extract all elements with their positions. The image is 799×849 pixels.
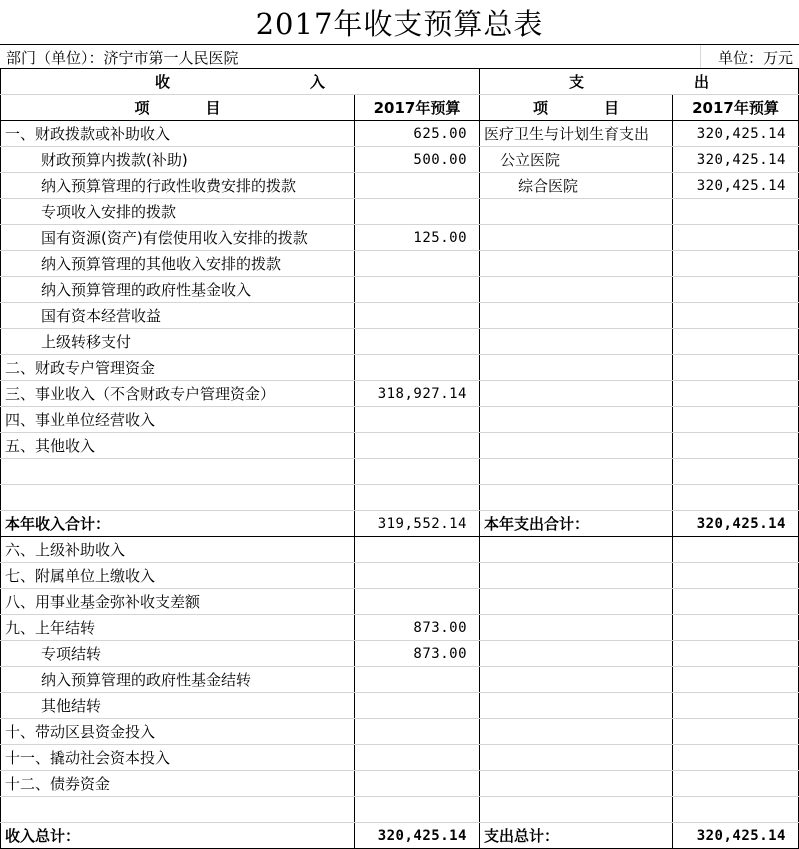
income-item: 其他结转 xyxy=(1,693,355,719)
income-value xyxy=(355,589,480,615)
income-item: 十一、撬动社会资本投入 xyxy=(1,745,355,771)
table-row xyxy=(1,433,799,459)
income-item: 八、用事业基金弥补收支差额 xyxy=(1,589,355,615)
table-row xyxy=(1,121,799,147)
table-row xyxy=(1,641,799,667)
income-item: 纳入预算管理的其他收入安排的拨款 xyxy=(1,251,355,277)
income-item-header: 项 目 xyxy=(1,95,355,121)
expense-item-header: 项 目 xyxy=(480,95,673,121)
income-item: 纳入预算管理的政府性基金结转 xyxy=(1,667,355,693)
expense-item xyxy=(480,381,673,407)
table-row xyxy=(1,329,799,355)
section-header-row xyxy=(1,69,799,95)
income-item: 国有资本经营收益 xyxy=(1,303,355,329)
income-value xyxy=(355,667,480,693)
table-row xyxy=(1,615,799,641)
column-header-row xyxy=(1,95,799,121)
expense-item xyxy=(480,407,673,433)
expense-value xyxy=(673,251,799,277)
expense-item xyxy=(480,277,673,303)
expense-item: 医疗卫生与计划生育支出 xyxy=(480,121,673,147)
income-value: 500.00 xyxy=(355,147,480,173)
income-item: 国有资源(资产)有偿使用收入安排的拨款 xyxy=(1,225,355,251)
income-item: 上级转移支付 xyxy=(1,329,355,355)
income-item: 六、上级补助收入 xyxy=(1,537,355,563)
expense-item: 综合医院 xyxy=(480,173,673,199)
income-item: 专项结转 xyxy=(1,641,355,667)
expense-value: 320,425.14 xyxy=(673,121,799,147)
income-item: 九、上年结转 xyxy=(1,615,355,641)
income-value xyxy=(355,719,480,745)
income-value: 318,927.14 xyxy=(355,381,480,407)
expense-value: 320,425.14 xyxy=(673,147,799,173)
income-item: 四、事业单位经营收入 xyxy=(1,407,355,433)
expense-item xyxy=(480,329,673,355)
table-row xyxy=(1,563,799,589)
income-value xyxy=(355,251,480,277)
table-row xyxy=(1,173,799,199)
expense-section-header: 支 出 xyxy=(480,69,799,95)
table-row xyxy=(1,745,799,771)
expense-year-total-label: 本年支出合计： xyxy=(480,511,673,537)
income-value: 125.00 xyxy=(355,225,480,251)
table-row xyxy=(1,719,799,745)
table-row-blank xyxy=(1,485,799,511)
income-grand-total-label: 收入总计： xyxy=(1,823,355,849)
grand-total-row xyxy=(1,823,799,849)
expense-grand-total-label: 支出总计： xyxy=(480,823,673,849)
income-value xyxy=(355,407,480,433)
table-row xyxy=(1,667,799,693)
income-value: 873.00 xyxy=(355,615,480,641)
income-value xyxy=(355,199,480,225)
expense-value xyxy=(673,225,799,251)
income-value xyxy=(355,355,480,381)
expense-item xyxy=(480,251,673,277)
header-info-row xyxy=(0,44,799,68)
income-value xyxy=(355,537,480,563)
expense-item xyxy=(480,355,673,381)
income-item: 纳入预算管理的政府性基金收入 xyxy=(1,277,355,303)
income-value xyxy=(355,563,480,589)
table-row xyxy=(1,537,799,563)
income-item: 二、财政专户管理资金 xyxy=(1,355,355,381)
income-value: 873.00 xyxy=(355,641,480,667)
income-value xyxy=(355,693,480,719)
income-budget-header: 2017年预算 xyxy=(355,95,480,121)
income-grand-total-value: 320,425.14 xyxy=(355,823,480,849)
expense-grand-total-value: 320,425.14 xyxy=(673,823,799,849)
income-item: 十二、债券资金 xyxy=(1,771,355,797)
table-row xyxy=(1,407,799,433)
table-row-blank xyxy=(1,797,799,823)
income-value xyxy=(355,303,480,329)
table-row xyxy=(1,303,799,329)
table-row xyxy=(1,147,799,173)
expense-item xyxy=(480,225,673,251)
income-year-total-label: 本年收入合计： xyxy=(1,511,355,537)
table-row xyxy=(1,199,799,225)
table-row xyxy=(1,771,799,797)
income-value xyxy=(355,277,480,303)
expense-value xyxy=(673,303,799,329)
income-item: 七、附属单位上缴收入 xyxy=(1,563,355,589)
expense-value xyxy=(673,277,799,303)
expense-value xyxy=(673,433,799,459)
expense-value xyxy=(673,329,799,355)
header-divider xyxy=(700,45,701,69)
income-value xyxy=(355,173,480,199)
table-row xyxy=(1,589,799,615)
income-value xyxy=(355,329,480,355)
table-row xyxy=(1,693,799,719)
income-year-total-value: 319,552.14 xyxy=(355,511,480,537)
expense-value xyxy=(673,355,799,381)
income-item: 专项收入安排的拨款 xyxy=(1,199,355,225)
expense-value xyxy=(673,407,799,433)
page-title: 2017年收支预算总表 xyxy=(255,6,544,41)
income-item: 五、其他收入 xyxy=(1,433,355,459)
expense-item xyxy=(480,433,673,459)
expense-item: 公立医院 xyxy=(480,147,673,173)
table-row xyxy=(1,251,799,277)
year-total-row xyxy=(1,511,799,537)
income-item: 一、财政拨款或补助收入 xyxy=(1,121,355,147)
table-row xyxy=(1,381,799,407)
expense-item xyxy=(480,199,673,225)
income-item: 三、事业收入（不含财政专户管理资金） xyxy=(1,381,355,407)
income-item: 纳入预算管理的行政性收费安排的拨款 xyxy=(1,173,355,199)
expense-value xyxy=(673,199,799,225)
budget-table xyxy=(0,68,799,849)
income-value xyxy=(355,771,480,797)
income-section-header: 收 入 xyxy=(1,69,480,95)
income-value xyxy=(355,433,480,459)
income-value: 625.00 xyxy=(355,121,480,147)
unit-label: 单位：万元 xyxy=(717,49,793,67)
expense-value xyxy=(673,381,799,407)
expense-value: 320,425.14 xyxy=(673,173,799,199)
table-row-blank xyxy=(1,459,799,485)
income-item: 十、带动区县资金投入 xyxy=(1,719,355,745)
expense-budget-header: 2017年预算 xyxy=(673,95,799,121)
income-item: 财政预算内拨款(补助) xyxy=(1,147,355,173)
table-row xyxy=(1,355,799,381)
table-row xyxy=(1,277,799,303)
income-value xyxy=(355,745,480,771)
department-label: 部门（单位）：济宁市第一人民医院 xyxy=(6,49,239,67)
expense-year-total-value: 320,425.14 xyxy=(673,511,799,537)
expense-item xyxy=(480,303,673,329)
table-row xyxy=(1,225,799,251)
